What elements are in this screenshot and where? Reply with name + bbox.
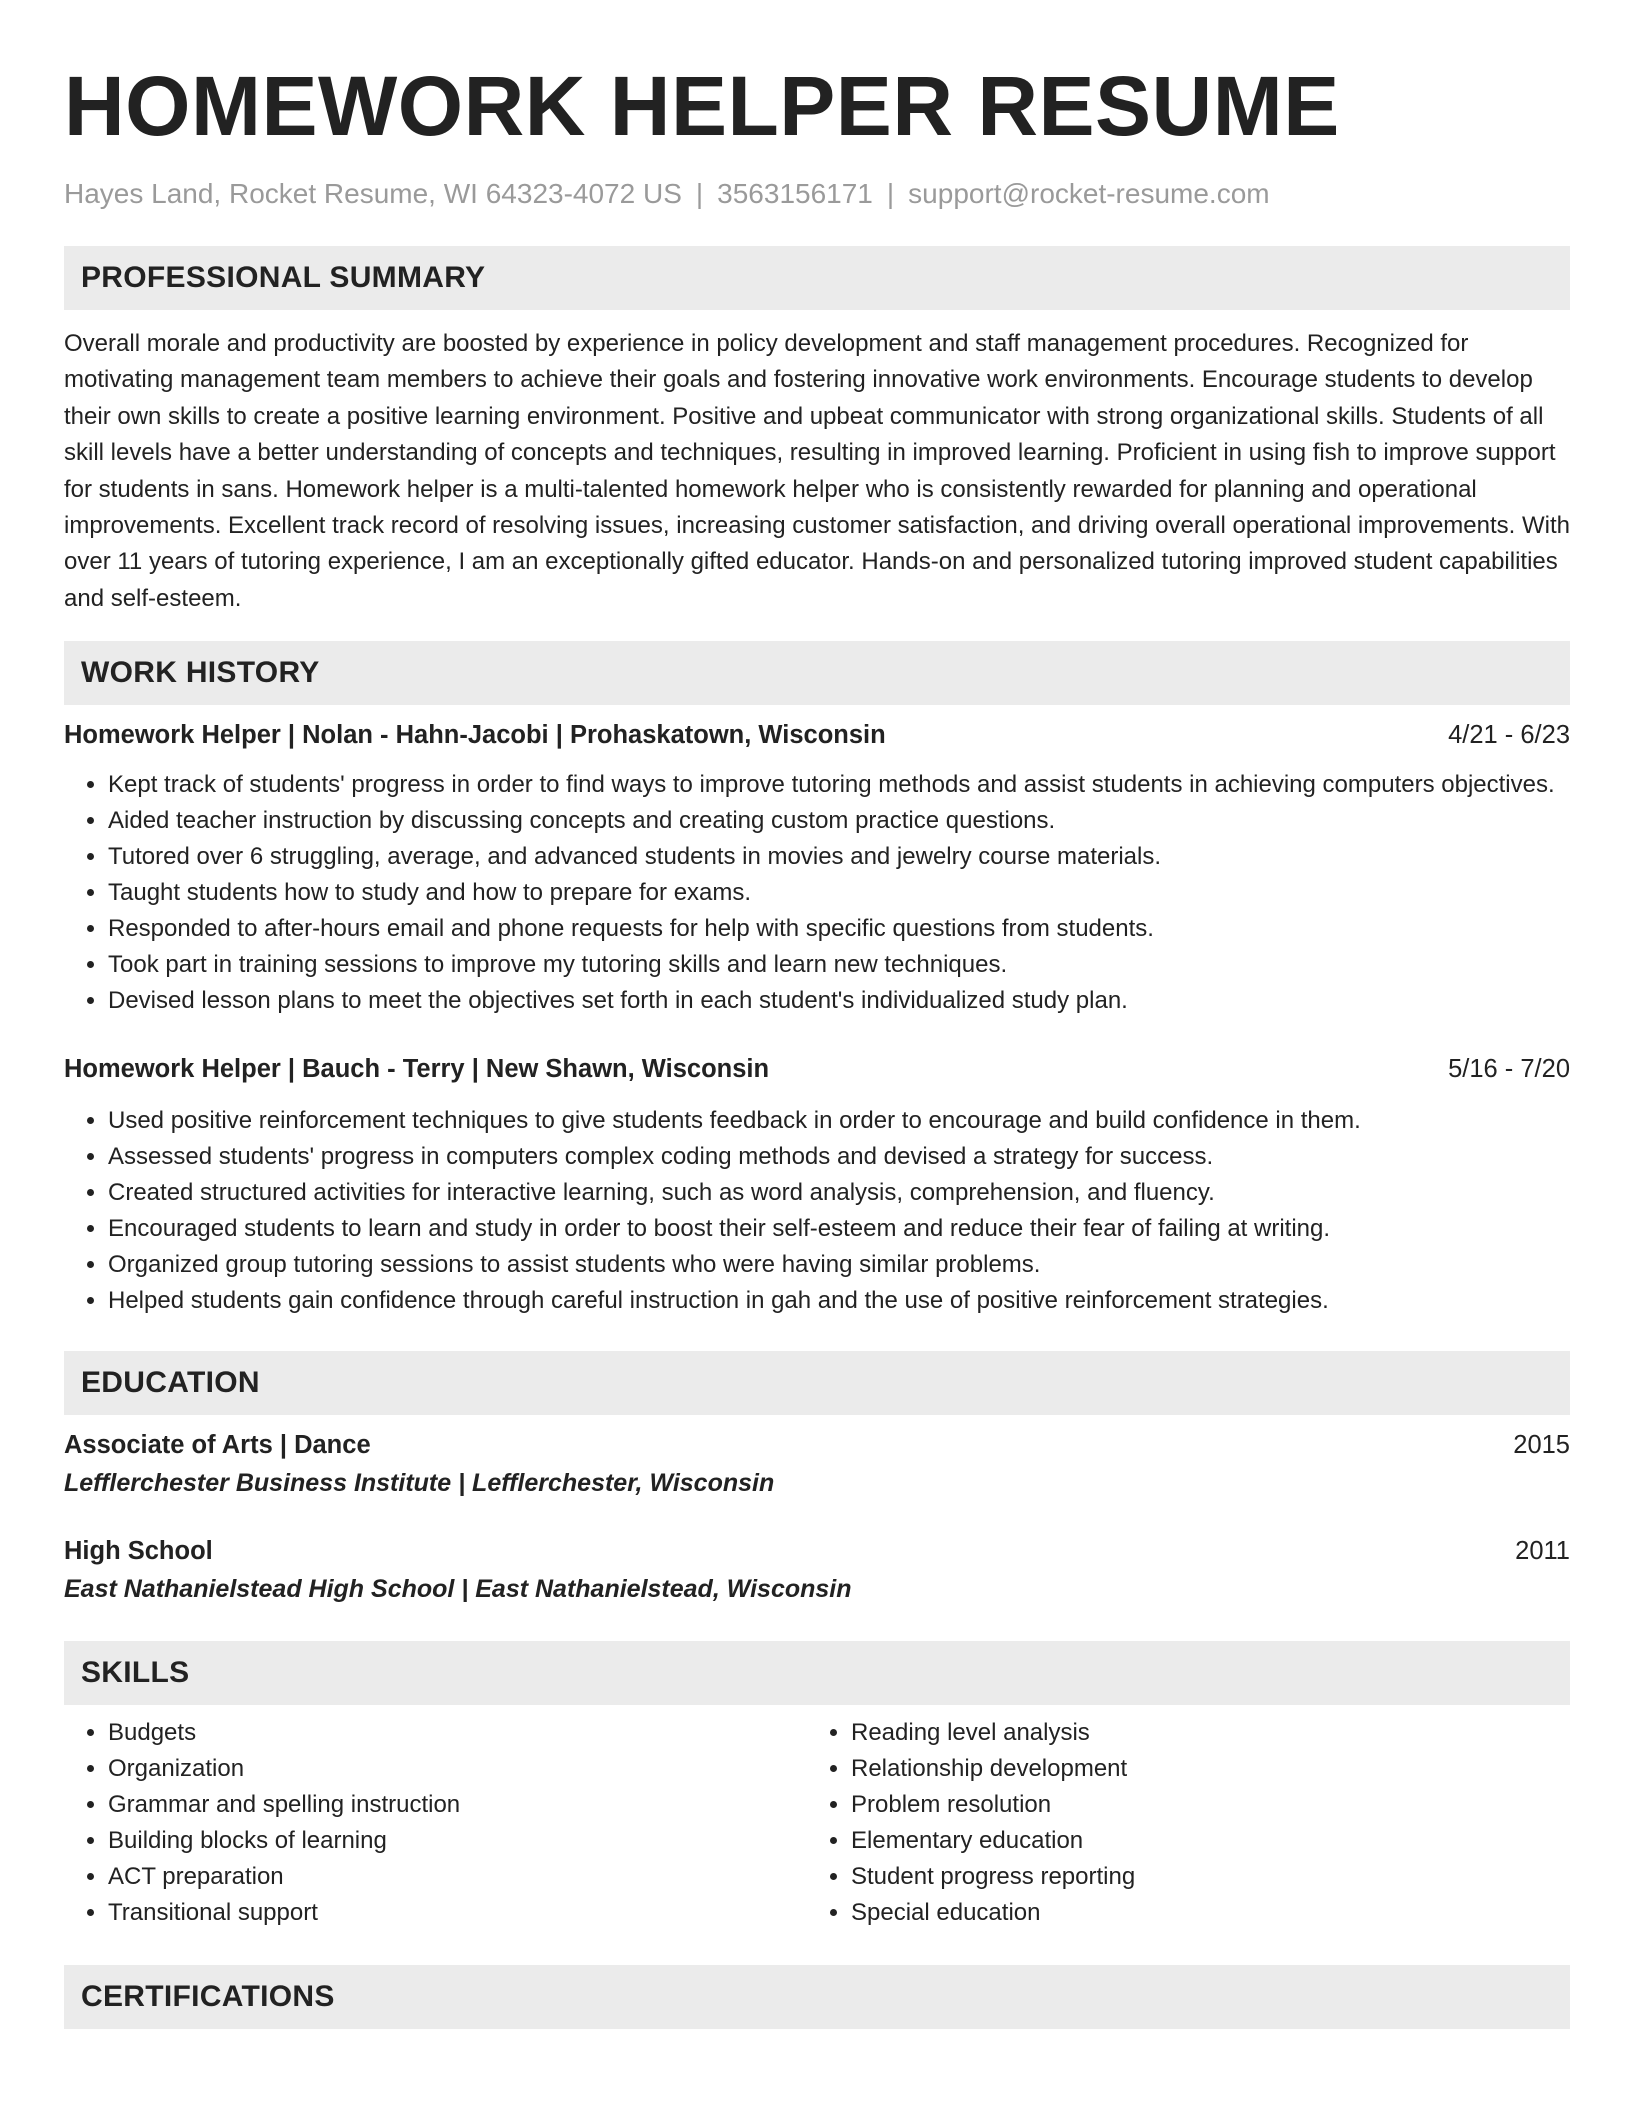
education-school: East Nathanielstead High School | East Nathanielstead, Wisconsin <box>64 1575 852 1604</box>
skill-item: • Elementary education <box>851 1823 1550 1859</box>
skill-item: • Organization <box>108 1751 807 1787</box>
list-item: • Taught students how to study and how to prepare for exams. <box>108 875 1570 911</box>
job-bullets <box>64 1103 1570 1319</box>
resume-page <box>64 0 1570 2029</box>
skills-list-right <box>807 1715 1550 1931</box>
education-school: Lefflerchester Business Institute | Lefflerchester, Wisconsin <box>64 1469 775 1498</box>
summary-text: Overall morale and productivity are boosted by experience in policy development and staff management procedures. Recognized for motivating management team members to achieve their goals and fostering innovative work environments. Encourage students to develop their own skills to create a positive learning environment. Positive and upbeat communicator with strong organizational skills. Students of all skill levels have a better understanding of concepts and techniques, resulting in improved learning. Proficient in using fish to improve support for students in sans. Homework helper is a multi-talented homework helper who is consistently rewarded for planning and operational improvements. Excellent track record of resolving issues, increasing customer satisfaction, and driving overall operational improvements. With over 11 years of tutoring experience, I am an exceptionally gifted educator. Hands-on and personalized tutoring improved student capabilities and self-esteem. <box>64 330 1570 612</box>
skills-columns <box>64 1715 1570 1931</box>
section-header-education: EDUCATION <box>64 1351 1570 1415</box>
job-dates: 5/16 - 7/20 <box>1448 1055 1570 1084</box>
job-title-row <box>64 1051 1570 1087</box>
list-item: • Helped students gain confidence through careful instruction in gah and the use of positive reinforcement strategies. <box>108 1283 1570 1319</box>
education-row <box>64 1427 1570 1463</box>
skill-item: • Student progress reporting <box>851 1859 1550 1895</box>
education-entry <box>64 1533 1570 1609</box>
job-title: Homework Helper | Bauch - Terry | New Shawn, Wisconsin <box>64 1055 770 1084</box>
list-item: • Tutored over 6 struggling, average, and advanced students in movies and jewelry course materials. <box>108 839 1570 875</box>
list-item: • Kept track of students' progress in order to find ways to improve tutoring methods and assist students in achieving computers objectives. <box>108 767 1570 803</box>
skill-item: • Building blocks of learning <box>108 1823 807 1859</box>
job-dates: 4/21 - 6/23 <box>1448 721 1570 750</box>
skill-item: • Relationship development <box>851 1751 1550 1787</box>
education-year: 2011 <box>1515 1537 1570 1566</box>
skill-item: • Grammar and spelling instruction <box>108 1787 807 1823</box>
contact-separator: | <box>695 178 704 209</box>
contact-line <box>64 176 1570 212</box>
list-item: • Created structured activities for interactive learning, such as word analysis, comprehension, and fluency. <box>108 1175 1570 1211</box>
list-item: • Responded to after-hours email and phone requests for help with specific questions from students. <box>108 911 1570 947</box>
contact-phone: 3563156171 <box>717 178 873 209</box>
contact-separator: | <box>886 178 895 209</box>
list-item: • Took part in training sessions to improve my tutoring skills and learn new techniques. <box>108 947 1570 983</box>
job-bullets <box>64 767 1570 1019</box>
job-entry <box>64 717 1570 1019</box>
section-header-work-history: WORK HISTORY <box>64 641 1570 705</box>
skill-item: • Budgets <box>108 1715 807 1751</box>
section-header-skills: SKILLS <box>64 1641 1570 1705</box>
skills-list-left <box>64 1715 807 1931</box>
job-title: Homework Helper | Nolan - Hahn-Jacobi | Prohaskatown, Wisconsin <box>64 721 886 750</box>
skill-item: • Special education <box>851 1895 1550 1931</box>
job-title-row <box>64 717 1570 753</box>
section-header-summary: PROFESSIONAL SUMMARY <box>64 246 1570 310</box>
list-item: • Assessed students' progress in computers complex coding methods and devised a strategy for success. <box>108 1139 1570 1175</box>
education-degree: Associate of Arts | Dance <box>64 1431 371 1460</box>
resume-title: HOMEWORK HELPER RESUME <box>64 59 1340 153</box>
education-entry <box>64 1427 1570 1503</box>
skill-item: • Problem resolution <box>851 1787 1550 1823</box>
list-item: • Organized group tutoring sessions to assist students who were having similar problems. <box>108 1247 1570 1283</box>
education-year: 2015 <box>1513 1431 1570 1460</box>
list-item: • Used positive reinforcement techniques to give students feedback in order to encourage and build confidence in them. <box>108 1103 1570 1139</box>
job-entry <box>64 1051 1570 1319</box>
education-degree: High School <box>64 1537 213 1566</box>
list-item: • Encouraged students to learn and study in order to boost their self-esteem and reduce their fear of failing at writing. <box>108 1211 1570 1247</box>
list-item: • Aided teacher instruction by discussing concepts and creating custom practice questions. <box>108 803 1570 839</box>
contact-address: Hayes Land, Rocket Resume, WI 64323-4072 US <box>64 178 682 209</box>
education-row <box>64 1533 1570 1569</box>
contact-email: support@rocket-resume.com <box>908 178 1270 209</box>
skill-item: • Reading level analysis <box>851 1715 1550 1751</box>
skill-item: • ACT preparation <box>108 1859 807 1895</box>
list-item: • Devised lesson plans to meet the objectives set forth in each student's individualized study plan. <box>108 983 1570 1019</box>
skill-item: • Transitional support <box>108 1895 807 1931</box>
section-header-certifications: CERTIFICATIONS <box>64 1965 1570 2029</box>
